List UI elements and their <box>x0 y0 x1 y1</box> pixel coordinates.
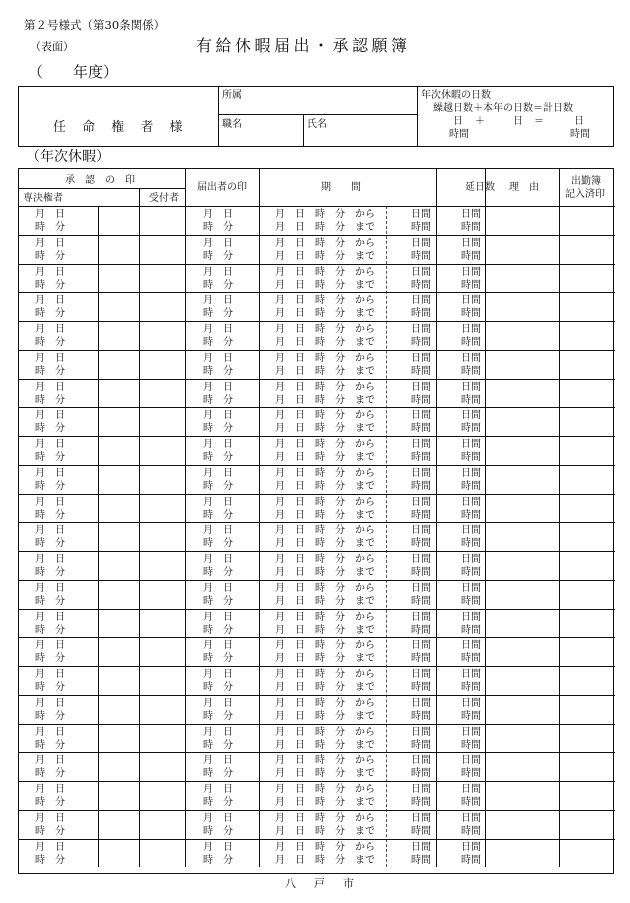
applicant-date-label: 月 日 <box>203 209 233 220</box>
row-divider <box>19 292 615 293</box>
row-divider <box>19 494 615 495</box>
approval-date-label: 月 日 <box>35 295 65 307</box>
applicant-time-label: 時 分 <box>203 394 233 406</box>
row-divider <box>19 609 615 610</box>
period-start-label: 月 日 時 分 から <box>275 381 375 393</box>
period-hours-unit: 時間 <box>411 452 431 463</box>
period-days-unit: 日間 <box>411 525 431 537</box>
leave-days-title: 年次休暇の日数 <box>421 90 491 101</box>
applicant-date-label: 月 日 <box>203 755 233 767</box>
total-hours-unit: 時間 <box>461 480 481 492</box>
approval-date-label: 月 日 <box>35 381 65 393</box>
total-days-unit: 日間 <box>461 611 481 623</box>
total-hours-unit: 時間 <box>461 768 481 780</box>
period-days-unit: 日間 <box>411 755 431 767</box>
total-hours-unit: 時間 <box>461 854 481 866</box>
period-hours-unit: 時間 <box>411 825 431 837</box>
applicant-date-label: 月 日 <box>203 467 233 479</box>
period-end-label: 月 日 時 分 まで <box>275 423 375 435</box>
row-divider <box>19 522 615 523</box>
total-days-unit: 日間 <box>461 525 481 537</box>
name-label: 氏名 <box>307 119 327 130</box>
total-days-unit: 日間 <box>461 669 481 680</box>
applicant-time-label: 時 分 <box>203 308 233 320</box>
applicant-time-label: 時 分 <box>203 825 233 837</box>
period-start-label: 月 日 時 分 から <box>275 467 375 479</box>
period-header: 期 間 <box>321 182 361 193</box>
column-divider <box>98 206 99 867</box>
affiliation-label: 所属 <box>222 90 242 101</box>
total-days-unit: 日間 <box>461 439 481 450</box>
column-divider <box>139 188 140 867</box>
approval-time-label: 時 分 <box>35 337 65 348</box>
period-hours-unit: 時間 <box>411 250 431 262</box>
approval-time-label: 時 分 <box>35 538 65 550</box>
period-days-unit: 日間 <box>411 554 431 565</box>
applicant-date-label: 月 日 <box>203 640 233 652</box>
total-day-unit: 日 <box>574 116 584 127</box>
period-hours-unit: 時間 <box>411 308 431 320</box>
total-hours-unit: 時間 <box>461 337 481 348</box>
approval-date-label: 月 日 <box>35 496 65 508</box>
approval-time-label: 時 分 <box>35 250 65 262</box>
approval-time-label: 時 分 <box>35 222 65 233</box>
applicant-time-label: 時 分 <box>203 797 233 808</box>
applicant-time-label: 時 分 <box>203 337 233 348</box>
approval-date-label: 月 日 <box>35 237 65 249</box>
period-start-label: 月 日 時 分 から <box>275 697 375 709</box>
total-days-unit: 日間 <box>461 812 481 824</box>
appointer-addressee: 任 命 権 者 様 <box>53 120 189 135</box>
applicant-date-label: 月 日 <box>203 324 233 335</box>
period-end-label: 月 日 時 分 まで <box>275 595 375 607</box>
total-days-unit: 日間 <box>461 841 481 853</box>
column-divider <box>259 169 260 867</box>
applicant-date-label: 月 日 <box>203 237 233 249</box>
period-hours-unit: 時間 <box>411 394 431 406</box>
total-days-unit: 日間 <box>461 352 481 364</box>
total-hours-unit: 時間 <box>461 509 481 521</box>
applicant-time-label: 時 分 <box>203 854 233 866</box>
period-hours-unit: 時間 <box>411 595 431 607</box>
applicant-time-label: 時 分 <box>203 452 233 463</box>
applicant-time-label: 時 分 <box>203 538 233 550</box>
row-divider <box>19 379 615 380</box>
period-start-label: 月 日 時 分 から <box>275 439 375 450</box>
approval-date-label: 月 日 <box>35 784 65 795</box>
period-start-label: 月 日 時 分 から <box>275 525 375 537</box>
approval-date-label: 月 日 <box>35 352 65 364</box>
period-hours-unit: 時間 <box>411 337 431 348</box>
period-days-unit: 日間 <box>411 640 431 652</box>
period-start-label: 月 日 時 分 から <box>275 726 375 738</box>
period-start-label: 月 日 時 分 から <box>275 496 375 508</box>
period-end-label: 月 日 時 分 まで <box>275 768 375 780</box>
period-end-label: 月 日 時 分 まで <box>275 854 375 866</box>
period-start-label: 月 日 時 分 から <box>275 669 375 680</box>
total-hours-unit: 時間 <box>461 825 481 837</box>
applicant-date-label: 月 日 <box>203 266 233 278</box>
period-dashed-divider <box>386 206 387 867</box>
period-days-unit: 日間 <box>411 439 431 450</box>
period-hours-unit: 時間 <box>411 682 431 693</box>
row-divider <box>19 695 615 696</box>
period-start-label: 月 日 時 分 から <box>275 812 375 824</box>
header-divider <box>19 188 185 189</box>
position-label: 職名 <box>222 119 242 130</box>
period-end-label: 月 日 時 分 まで <box>275 797 375 808</box>
applicant-date-label: 月 日 <box>203 554 233 565</box>
leave-days-formula: 繰越日数＋本年の日数＝計日数 <box>433 103 573 114</box>
applicant-time-label: 時 分 <box>203 595 233 607</box>
approval-time-label: 時 分 <box>35 854 65 866</box>
period-days-unit: 日間 <box>411 295 431 307</box>
period-end-label: 月 日 時 分 まで <box>275 710 375 722</box>
approval-seal-header: 承 認 の 印 <box>65 175 135 186</box>
approval-date-label: 月 日 <box>35 324 65 335</box>
row-divider <box>19 407 615 408</box>
applicant-time-label: 時 分 <box>203 624 233 636</box>
total-hours-unit: 時間 <box>461 279 481 291</box>
period-start-label: 月 日 時 分 から <box>275 640 375 652</box>
approval-date-label: 月 日 <box>35 266 65 278</box>
total-days-unit: 日間 <box>461 324 481 335</box>
period-hours-unit: 時間 <box>411 567 431 578</box>
total-hours-unit: 時間 <box>461 222 481 233</box>
total-hours-unit: 時間 <box>461 682 481 693</box>
approval-date-label: 月 日 <box>35 812 65 824</box>
column-divider <box>559 169 560 867</box>
approval-date-label: 月 日 <box>35 755 65 767</box>
total-days-unit: 日間 <box>461 697 481 709</box>
row-divider <box>19 580 615 581</box>
period-end-label: 月 日 時 分 まで <box>275 279 375 291</box>
applicant-time-label: 時 分 <box>203 423 233 435</box>
row-divider <box>19 724 615 725</box>
total-days-unit: 日間 <box>461 755 481 767</box>
total-days-unit: 日間 <box>461 784 481 795</box>
applicant-time-label: 時 分 <box>203 279 233 291</box>
row-divider <box>19 436 615 437</box>
period-start-label: 月 日 時 分 から <box>275 554 375 565</box>
reason-header: 理 由 <box>509 182 539 193</box>
applicant-date-label: 月 日 <box>203 582 233 594</box>
approval-date-label: 月 日 <box>35 726 65 738</box>
period-end-label: 月 日 時 分 まで <box>275 337 375 348</box>
total-days-header: 延日数 <box>465 182 495 193</box>
period-hours-unit: 時間 <box>411 710 431 722</box>
period-end-label: 月 日 時 分 まで <box>275 250 375 262</box>
applicant-date-label: 月 日 <box>203 611 233 623</box>
approval-time-label: 時 分 <box>35 423 65 435</box>
current-day-unit: 日 <box>513 116 523 127</box>
row-divider <box>19 781 615 782</box>
applicant-time-label: 時 分 <box>203 365 233 377</box>
approval-date-label: 月 日 <box>35 525 65 537</box>
applicant-date-label: 月 日 <box>203 812 233 824</box>
total-hours-unit: 時間 <box>461 394 481 406</box>
period-start-label: 月 日 時 分 から <box>275 611 375 623</box>
applicant-info-box <box>18 86 614 147</box>
applicant-date-label: 月 日 <box>203 352 233 364</box>
total-days-unit: 日間 <box>461 410 481 422</box>
period-days-unit: 日間 <box>411 669 431 680</box>
row-divider <box>19 264 615 265</box>
period-days-unit: 日間 <box>411 582 431 594</box>
period-start-label: 月 日 時 分 から <box>275 237 375 249</box>
total-hours-unit: 時間 <box>461 653 481 665</box>
section-title: （年次休暇） <box>26 149 110 165</box>
period-start-label: 月 日 時 分 から <box>275 352 375 364</box>
period-end-label: 月 日 時 分 まで <box>275 452 375 463</box>
period-hours-unit: 時間 <box>411 509 431 521</box>
row-divider <box>19 637 615 638</box>
row-divider <box>19 235 615 236</box>
applicant-time-label: 時 分 <box>203 682 233 693</box>
applicant-date-label: 月 日 <box>203 410 233 422</box>
period-hours-unit: 時間 <box>411 538 431 550</box>
plus-sign: ＋ <box>475 116 485 127</box>
total-days-unit: 日間 <box>461 266 481 278</box>
row-divider <box>19 321 615 322</box>
period-days-unit: 日間 <box>411 209 431 220</box>
approval-date-label: 月 日 <box>35 582 65 594</box>
approval-time-label: 時 分 <box>35 308 65 320</box>
applicant-time-label: 時 分 <box>203 250 233 262</box>
period-start-label: 月 日 時 分 から <box>275 410 375 422</box>
period-end-label: 月 日 時 分 まで <box>275 480 375 492</box>
total-days-unit: 日間 <box>461 554 481 565</box>
applicant-date-label: 月 日 <box>203 525 233 537</box>
year-suffix: 年度） <box>73 63 119 81</box>
approval-time-label: 時 分 <box>35 624 65 636</box>
period-hours-unit: 時間 <box>411 768 431 780</box>
total-hours-unit: 時間 <box>461 250 481 262</box>
period-hours-unit: 時間 <box>411 854 431 866</box>
period-hours-unit: 時間 <box>411 797 431 808</box>
approval-date-label: 月 日 <box>35 640 65 652</box>
applicant-time-label: 時 分 <box>203 739 233 751</box>
column-divider <box>185 169 186 867</box>
approval-time-label: 時 分 <box>35 452 65 463</box>
approval-time-label: 時 分 <box>35 739 65 751</box>
period-days-unit: 日間 <box>411 237 431 249</box>
period-end-label: 月 日 時 分 まで <box>275 682 375 693</box>
period-end-label: 月 日 時 分 まで <box>275 509 375 521</box>
row-divider <box>19 551 615 552</box>
applicant-date-label: 月 日 <box>203 496 233 508</box>
total-hours-unit: 時間 <box>461 624 481 636</box>
period-end-label: 月 日 時 分 まで <box>275 653 375 665</box>
period-days-unit: 日間 <box>411 841 431 853</box>
period-end-label: 月 日 時 分 まで <box>275 567 375 578</box>
approval-date-label: 月 日 <box>35 697 65 709</box>
period-end-label: 月 日 時 分 まで <box>275 624 375 636</box>
total-days-unit: 日間 <box>461 467 481 479</box>
approval-date-label: 月 日 <box>35 467 65 479</box>
total-hours-unit: 時間 <box>461 567 481 578</box>
period-start-label: 月 日 時 分 から <box>275 295 375 307</box>
applicant-date-label: 月 日 <box>203 295 233 307</box>
period-days-unit: 日間 <box>411 352 431 364</box>
total-hour-unit: 時間 <box>570 129 590 140</box>
approval-time-label: 時 分 <box>35 394 65 406</box>
total-hours-unit: 時間 <box>461 308 481 320</box>
header-divider <box>19 206 615 207</box>
approval-date-label: 月 日 <box>35 410 65 422</box>
total-days-unit: 日間 <box>461 381 481 393</box>
period-start-label: 月 日 時 分 から <box>275 784 375 795</box>
period-hours-unit: 時間 <box>411 480 431 492</box>
approval-time-label: 時 分 <box>35 682 65 693</box>
applicant-seal-header: 届出者の印 <box>197 182 247 193</box>
period-end-label: 月 日 時 分 まで <box>275 222 375 233</box>
attendance-header-line2: 記入済印 <box>565 189 605 200</box>
receiver-header: 受付者 <box>149 193 179 204</box>
total-hours-unit: 時間 <box>461 710 481 722</box>
total-days-unit: 日間 <box>461 496 481 508</box>
applicant-time-label: 時 分 <box>203 509 233 521</box>
applicant-time-label: 時 分 <box>203 480 233 492</box>
approval-time-label: 時 分 <box>35 595 65 607</box>
approval-time-label: 時 分 <box>35 797 65 808</box>
applicant-date-label: 月 日 <box>203 381 233 393</box>
applicant-date-label: 月 日 <box>203 697 233 709</box>
equals-sign: ＝ <box>534 116 544 127</box>
period-end-label: 月 日 時 分 まで <box>275 739 375 751</box>
applicant-time-label: 時 分 <box>203 567 233 578</box>
period-days-unit: 日間 <box>411 697 431 709</box>
approval-time-label: 時 分 <box>35 710 65 722</box>
period-end-label: 月 日 時 分 まで <box>275 538 375 550</box>
total-hours-unit: 時間 <box>461 797 481 808</box>
approval-date-label: 月 日 <box>35 209 65 220</box>
total-days-unit: 日間 <box>461 640 481 652</box>
period-end-label: 月 日 時 分 まで <box>275 394 375 406</box>
period-start-label: 月 日 時 分 から <box>275 266 375 278</box>
row-divider <box>19 666 615 667</box>
applicant-time-label: 時 分 <box>203 768 233 780</box>
total-hours-unit: 時間 <box>461 452 481 463</box>
period-days-unit: 日間 <box>411 467 431 479</box>
total-days-unit: 日間 <box>461 209 481 220</box>
total-days-unit: 日間 <box>461 582 481 594</box>
period-hours-unit: 時間 <box>411 739 431 751</box>
period-days-unit: 日間 <box>411 812 431 824</box>
period-start-label: 月 日 時 分 から <box>275 209 375 220</box>
approval-time-label: 時 分 <box>35 653 65 665</box>
attendance-header-line1: 出勤簿 <box>571 176 601 187</box>
period-days-unit: 日間 <box>411 784 431 795</box>
approval-time-label: 時 分 <box>35 825 65 837</box>
total-hours-unit: 時間 <box>461 538 481 550</box>
period-end-label: 月 日 時 分 まで <box>275 825 375 837</box>
total-days-unit: 日間 <box>461 295 481 307</box>
approval-date-label: 月 日 <box>35 669 65 680</box>
row-divider <box>19 752 615 753</box>
period-end-label: 月 日 時 分 まで <box>275 308 375 320</box>
applicant-date-label: 月 日 <box>203 841 233 853</box>
page-title: 有給休暇届出・承認願簿 <box>196 36 411 55</box>
period-hours-unit: 時間 <box>411 423 431 435</box>
side-label: （表面） <box>30 40 74 53</box>
applicant-time-label: 時 分 <box>203 653 233 665</box>
column-divider <box>436 169 437 867</box>
form-number: 第２号様式（第30条関係） <box>24 18 166 32</box>
carryover-day-unit: 日 <box>453 116 463 127</box>
row-divider <box>19 350 615 351</box>
approval-time-label: 時 分 <box>35 480 65 492</box>
period-hours-unit: 時間 <box>411 279 431 291</box>
total-hours-unit: 時間 <box>461 739 481 751</box>
total-hours-unit: 時間 <box>461 595 481 607</box>
period-hours-unit: 時間 <box>411 365 431 377</box>
row-divider <box>19 839 615 840</box>
approval-time-label: 時 分 <box>35 279 65 291</box>
period-hours-unit: 時間 <box>411 222 431 233</box>
column-divider <box>485 169 486 867</box>
period-days-unit: 日間 <box>411 266 431 278</box>
period-days-unit: 日間 <box>411 324 431 335</box>
year-open-paren: （ <box>28 63 44 81</box>
period-days-unit: 日間 <box>411 496 431 508</box>
issuer-footer: 八戸市 <box>285 877 372 890</box>
total-days-unit: 日間 <box>461 726 481 738</box>
approval-time-label: 時 分 <box>35 567 65 578</box>
period-start-label: 月 日 時 分 から <box>275 755 375 767</box>
row-divider <box>19 465 615 466</box>
period-days-unit: 日間 <box>411 410 431 422</box>
applicant-date-label: 月 日 <box>203 784 233 795</box>
approval-time-label: 時 分 <box>35 509 65 521</box>
decision-maker-header: 専決権者 <box>23 193 63 204</box>
applicant-time-label: 時 分 <box>203 222 233 233</box>
period-hours-unit: 時間 <box>411 653 431 665</box>
total-hours-unit: 時間 <box>461 423 481 435</box>
period-days-unit: 日間 <box>411 611 431 623</box>
approval-time-label: 時 分 <box>35 365 65 377</box>
period-hours-unit: 時間 <box>411 624 431 636</box>
approval-date-label: 月 日 <box>35 611 65 623</box>
period-days-unit: 日間 <box>411 726 431 738</box>
period-days-unit: 日間 <box>411 381 431 393</box>
applicant-date-label: 月 日 <box>203 669 233 680</box>
approval-date-label: 月 日 <box>35 554 65 565</box>
leave-ledger-table <box>18 168 614 874</box>
applicant-time-label: 時 分 <box>203 710 233 722</box>
row-divider <box>19 810 615 811</box>
period-start-label: 月 日 時 分 から <box>275 324 375 335</box>
total-days-unit: 日間 <box>461 237 481 249</box>
approval-time-label: 時 分 <box>35 768 65 780</box>
fiscal-year-label <box>28 65 118 80</box>
approval-date-label: 月 日 <box>35 841 65 853</box>
carryover-hour-unit: 時間 <box>449 129 469 140</box>
applicant-date-label: 月 日 <box>203 439 233 450</box>
total-hours-unit: 時間 <box>461 365 481 377</box>
period-start-label: 月 日 時 分 から <box>275 841 375 853</box>
period-end-label: 月 日 時 分 まで <box>275 365 375 377</box>
applicant-date-label: 月 日 <box>203 726 233 738</box>
period-start-label: 月 日 時 分 から <box>275 582 375 594</box>
approval-date-label: 月 日 <box>35 439 65 450</box>
